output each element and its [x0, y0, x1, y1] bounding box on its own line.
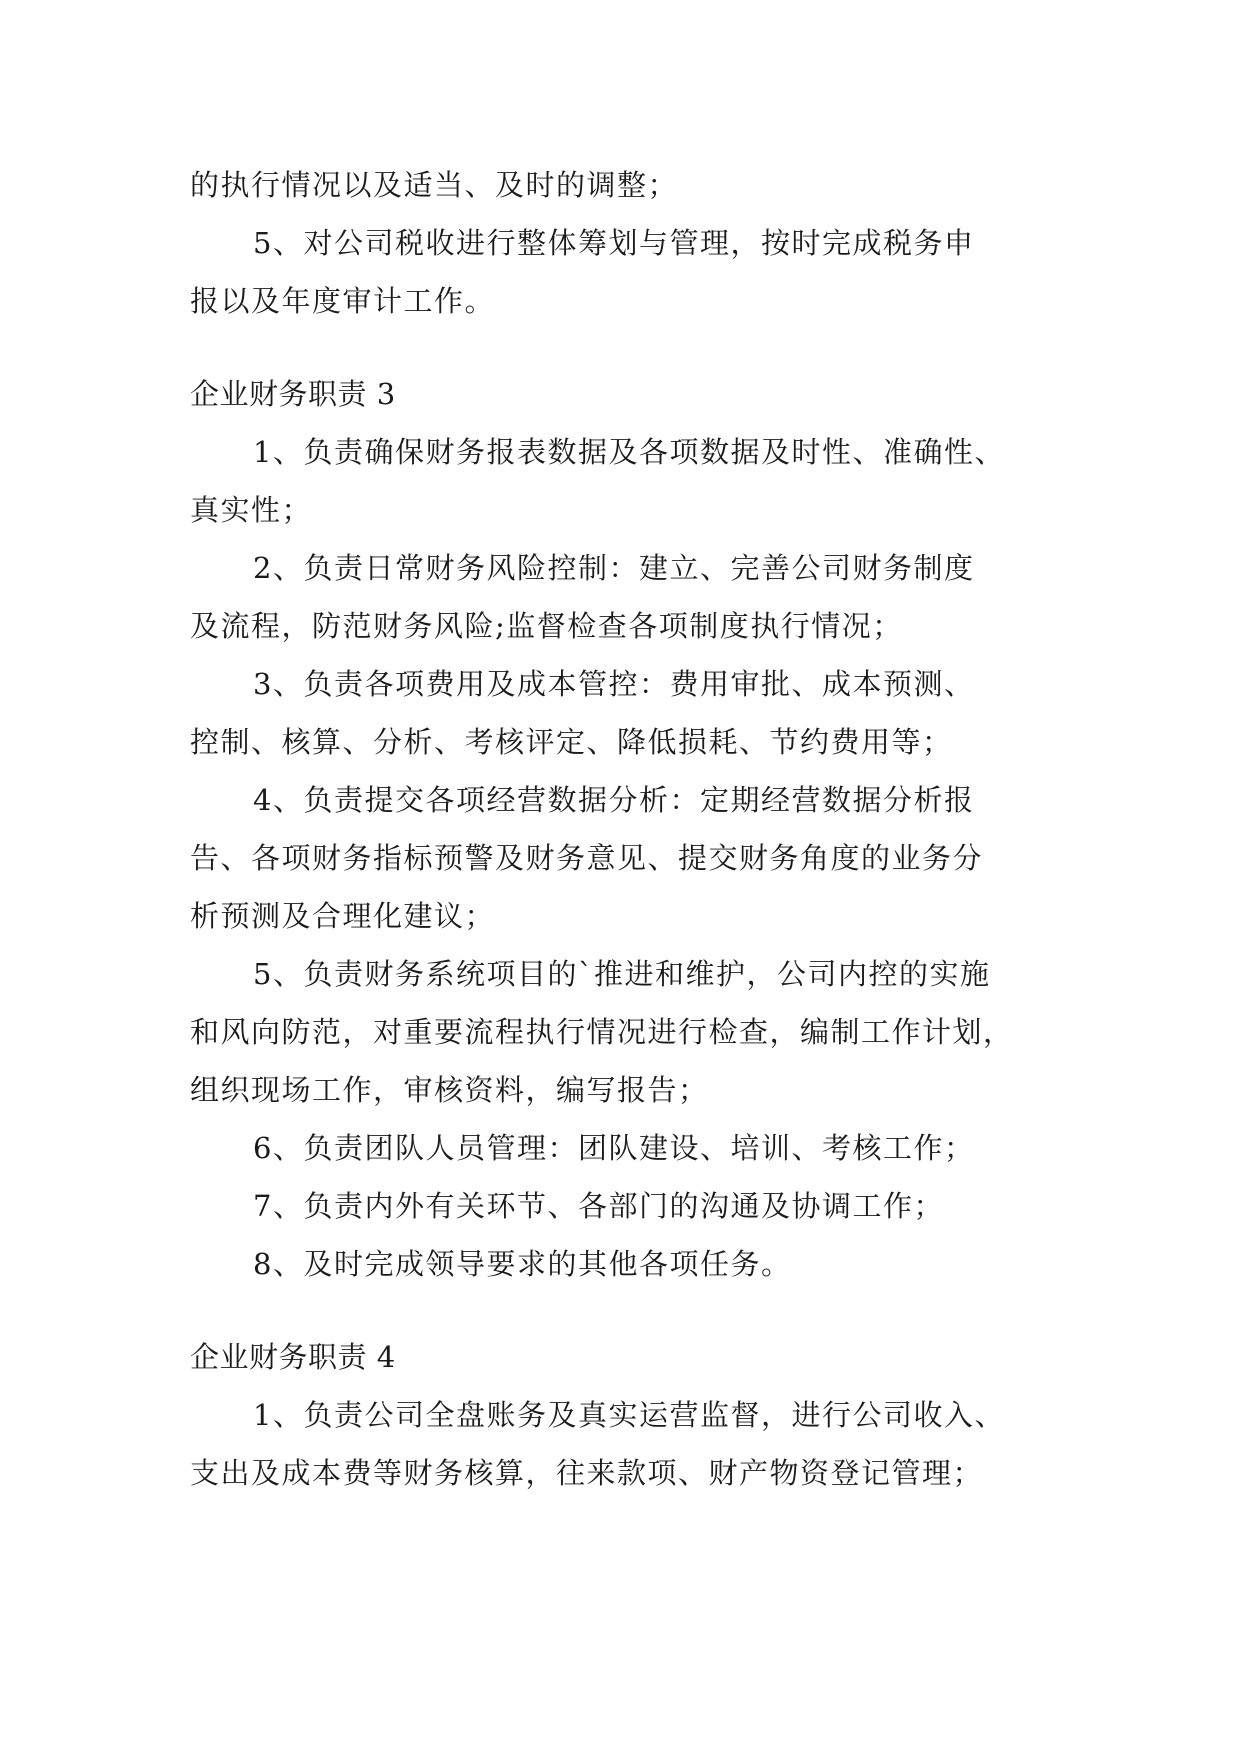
text-line: 报以及年度审计工作。 [190, 284, 496, 318]
list-item: 2、负责日常财务风险控制：建立、完善公司财务制度 [253, 551, 975, 585]
text-line: 告、各项财务指标预警及财务意见、提交财务角度的业务分 [190, 841, 984, 875]
text-line: 控制、核算、分析、考核评定、降低损耗、节约费用等； [190, 725, 953, 759]
list-item: 6、负责团队人员管理：团队建设、培训、考核工作； [253, 1131, 975, 1165]
list-item: 5、负责财务系统项目的`推进和维护，公司内控的实施 [253, 957, 991, 991]
text-line: 组织现场工作，审核资料，编写报告； [190, 1073, 709, 1107]
text-line: 和风向防范，对重要流程执行情况进行检查，编制工作计划， [190, 1015, 1014, 1049]
list-item: 8、及时完成领导要求的其他各项任务。 [253, 1247, 792, 1281]
text-line: 析预测及合理化建议； [190, 899, 496, 933]
list-item: 4、负责提交各项经营数据分析：定期经营数据分析报 [253, 783, 975, 817]
section-heading: 企业财务职责 3 [190, 377, 396, 411]
list-item: 7、负责内外有关环节、各部门的沟通及协调工作； [253, 1189, 944, 1223]
list-item: 3、负责各项费用及成本管控：费用审批、成本预测、 [253, 667, 975, 701]
text-line: 真实性； [190, 493, 313, 527]
text-line: 支出及成本费等财务核算，往来款项、财产物资登记管理； [190, 1456, 984, 1490]
text-line: 及流程，防范财务风险;监督检查各项制度执行情况； [190, 609, 903, 643]
list-item: 5、对公司税收进行整体筹划与管理，按时完成税务申 [253, 226, 975, 260]
text-line: 的执行情况以及适当、及时的调整； [190, 168, 679, 202]
section-heading: 企业财务职责 4 [190, 1340, 396, 1374]
list-item: 1、负责公司全盘账务及真实运营监督，进行公司收入、 [253, 1398, 1005, 1432]
list-item: 1、负责确保财务报表数据及各项数据及时性、准确性、 [253, 435, 1005, 469]
